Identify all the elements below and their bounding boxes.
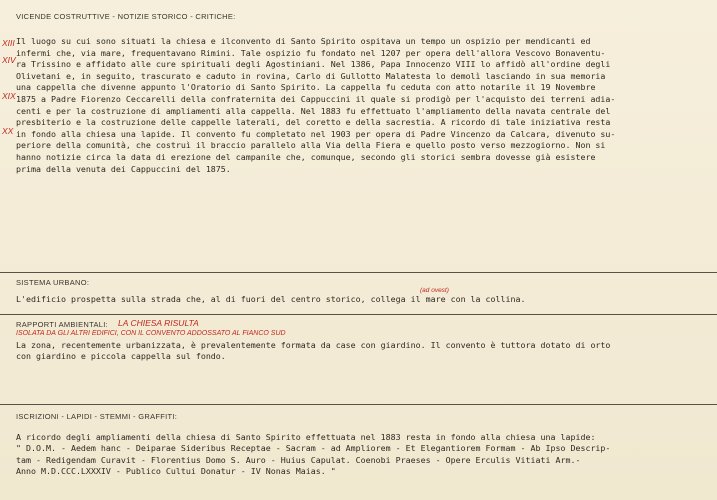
section-heading-inscriptions: ISCRIZIONI - LAPIDI - STEMMI - GRAFFITI:: [16, 412, 178, 421]
history-text-line: presbiterio e la costruzione delle cappelle laterali, del coretto e della sacrestia. A ricordo di tale iniziativa resta: [16, 117, 611, 128]
inscription-text-line: " D.O.M. - Aedem hanc - Deiparae Sideribus Receptae - Sacram - ad Ampliorem - Et Elegantiorem Formam - Ab Ipso Descrip-: [16, 443, 611, 453]
history-text-line: periore della comunità, che costruì il braccio parallelo alla Via della Fiera e quello posto verso mezzogiorno. Non si: [16, 140, 606, 151]
history-text-line: prima della venuta dei Cappuccini del 1875.: [16, 163, 231, 174]
section-divider: [0, 404, 717, 405]
history-text-line: una cappella che divenne appunto l'Oratorio di Santo Spirito. La cappella fu ceduta con atto notarile il 19 Novembre: [16, 82, 596, 93]
section-heading-urban: SISTEMA URBANO:: [16, 278, 90, 287]
history-text-line: Il luogo su cui sono situati la chiesa e ilconvento di Santo Spirito ospitava un tempo un ospizio per mendicanti ed: [16, 36, 591, 46]
margin-mark-century: XIX: [2, 91, 16, 101]
history-text-line: in fondo alla chiesa una lapide. Il convento fu completato nel 1903 per opera di Padre Vincenzo da Calcara, divenuto su-: [16, 128, 616, 139]
history-text-line: ra Trissino e affidato alle cure spirituali degli Agostiniani. Nel 1386, Papa Innocenzo VIII lo affidò all'ordine degli: [16, 59, 611, 70]
section-heading-history: VICENDE COSTRUTTIVE - NOTIZIE STORICO - CRITICHE:: [16, 12, 236, 21]
handwritten-annotation: (ad ovest): [420, 287, 449, 294]
inscription-text-line: tam - Redigendam Curavit - Florentius Domo S. Auro - Huius Capulat. Coenobi Praeses - Opere Erculis Vitiati Arm.-: [16, 455, 581, 465]
margin-mark-century: XIV: [2, 55, 16, 65]
handwritten-annotation: LA CHIESA RISULTA: [118, 318, 199, 328]
margin-mark-century: XX: [2, 126, 14, 136]
section-divider: [0, 314, 717, 315]
history-text-line: centi e per la costruzione di ampliamenti alla cappella. Nel 1883 fu effettuato l'ampliamento della navata centrale del: [16, 105, 611, 116]
history-text-line: 1875 a Padre Fiorenzo Ceccarelli della confraternita dei Cappuccini il quale si prodigò per l'acquisto dei terreni adia-: [16, 94, 616, 104]
environment-text-line: La zona, recentemente urbanizzata, è prevalentemente formata da case con giardino. Il convento è tuttora dotato di orto: [16, 340, 611, 350]
margin-mark-century: XIII: [2, 38, 15, 48]
inscription-text-line: A ricordo degli ampliamenti della chiesa di Santo Spirito effettuata nel 1883 resta in fondo alla chiesa una lapide:: [16, 432, 596, 442]
inscription-text-line: Anno M.D.CCC.LXXXIV - Publico Cultui Donatur - IV Nonas Maias. ": [16, 466, 336, 476]
section-heading-environment: RAPPORTI AMBIENTALI:: [16, 320, 108, 329]
history-text-line: hanno notizie circa la data di erezione del campanile che, comunque, secondo gli storici sembra dovesse già esistere: [16, 152, 596, 162]
section-divider: [0, 272, 717, 273]
history-text-line: infermi che, via mare, frequentavano Rimini. Tale ospizio fu fondato nel 1207 per opera dell'allora Vescovo Bonaventu-: [16, 47, 606, 58]
environment-text-line: con giardino e piccola cappella sul fondo.: [16, 351, 226, 361]
urban-text-line: L'edificio prospetta sulla strada che, al di fuori del centro storico, collega il mare con la collina.: [16, 294, 526, 304]
history-text-line: Olivetani e, in seguito, trascurato e caduto in rovina, Carlo di Gullotto Malatesta lo demolì lasciando in sua memoria: [16, 70, 606, 81]
handwritten-annotation: ISOLATA DA GLI ALTRI EDIFICI, CON IL CONVENTO ADDOSSATO AL FIANCO SUD: [16, 330, 286, 337]
